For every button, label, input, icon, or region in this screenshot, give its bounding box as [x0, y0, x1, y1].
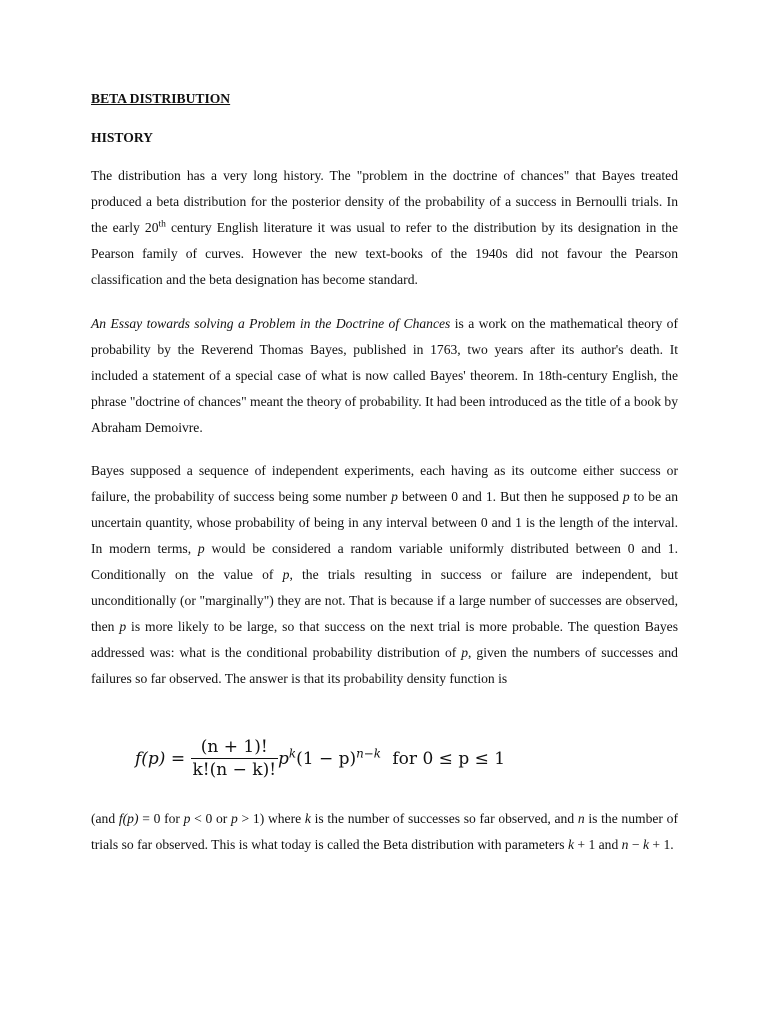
formula-denominator: k!(n − k)! [192, 760, 277, 780]
section-heading: HISTORY [91, 130, 153, 145]
essay-title: An Essay towards solving a Problem in the Doctrine of Chances [91, 316, 451, 331]
paragraph-text: − [628, 837, 643, 852]
variable-p: p [391, 489, 398, 504]
page-title: BETA DISTRIBUTION [91, 91, 231, 106]
paragraph-text: + 1. [648, 837, 674, 852]
variable-p: p [197, 541, 205, 556]
formula-condition: for 0 ≤ p ≤ 1 [392, 748, 506, 769]
formula-p: p [278, 748, 289, 769]
paragraph-text: The distribution has a very long history. The "problem in the doctrine of chances" that Bayes treated produced a beta distribution for the posterior density of the probability of a success in Bernoulli trials. In the early 20 [91, 168, 678, 235]
formula-power-term [278, 745, 381, 769]
variable-p: p [183, 811, 191, 826]
function-fp: f(p) [118, 811, 139, 826]
paragraph-history-1 [91, 163, 678, 293]
paragraph-text: would be considered a random variable uniformly distributed between 0 and 1. Conditionally on the value of [91, 541, 678, 582]
variable-k: k [642, 837, 649, 852]
paragraph-bayes [91, 458, 678, 692]
paragraph-conclusion [91, 806, 678, 858]
paragraph-text: is a work on the mathematical theory of probability by the Reverend Thomas Bayes, published in 1763, two years after its author's death. It included a statement of a special case of what is now called Bayes' theorem. In 18th-century English, the phrase "doctrine of chances" meant the theory of probability. It had been introduced as the title of a book by Abraham Demoivre. [91, 316, 679, 435]
variable-k: k [567, 837, 574, 852]
paragraph-text: + 1 and [573, 837, 622, 852]
paragraph-text: is the number of trials so far observed. This is what today is called the Beta distribution with parameters [91, 811, 678, 852]
variable-p: p [622, 489, 630, 504]
paragraph-text: is more likely to be large, so that success on the next trial is more probable. The question Bayes addressed was: what is the conditional probability distribution of [91, 619, 678, 660]
formula-exponent-k: k [288, 745, 297, 760]
paragraph-text: between 0 and 1. But then he supposed [397, 489, 623, 504]
paragraph-text: > 1) where [237, 811, 305, 826]
paragraph-text: Bayes supposed a sequence of independent experiments, each having as its outcome either success or failure, the probability of success being some number [91, 463, 678, 504]
formula-lhs: f(p) = [135, 748, 186, 769]
variable-p: p [282, 567, 290, 582]
density-formula [135, 736, 555, 790]
variable-n: n [621, 837, 629, 852]
paragraph-text: to be an uncertain quantity, whose probability of being in any interval between 0 and 1 is the length of the interval. In modern terms, [91, 489, 679, 556]
formula-complement: (1 − p) [296, 748, 357, 769]
formula-fraction [191, 736, 279, 781]
variable-k: k [304, 811, 311, 826]
variable-p: p [119, 619, 127, 634]
paragraph-text: , the trials resulting in success or failure are independent, but unconditionally (or "marginally") they are not. That is because if a large number of successes are observed, then [91, 567, 678, 634]
paragraph-essay [91, 311, 678, 441]
paragraph-text: < 0 or [190, 811, 232, 826]
paragraph-text: century English literature it was usual to refer to the distribution by its designation in the Pearson family of curves. However the new text-books of the 1940s did not favour the Pearson classification and the beta designation has become standard. [91, 220, 679, 287]
formula-exponent-n-k: n−k [356, 745, 381, 760]
variable-n: n [577, 811, 585, 826]
paragraph-text: , given the numbers of successes and failures so far observed. The answer is that its probability density function is [91, 645, 678, 686]
variable-p: p [231, 811, 238, 826]
superscript: th [158, 219, 166, 230]
formula-numerator: (n + 1)! [200, 737, 268, 757]
paragraph-text: = 0 for [138, 811, 184, 826]
paragraph-text: (and [91, 811, 119, 826]
paragraph-text: is the number of successes so far observed, and [310, 811, 578, 826]
variable-p: p [461, 645, 469, 660]
